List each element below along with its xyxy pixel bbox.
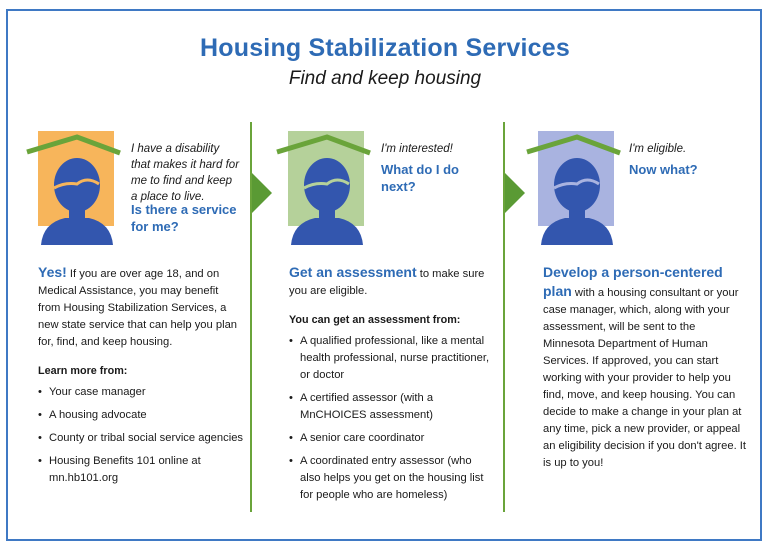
column-2 <box>289 264 494 510</box>
arrow-right-icon <box>505 173 525 213</box>
list-label-2: You can get an assessment from: <box>289 314 461 326</box>
body-2: to make sure you are eligible. <box>289 268 485 297</box>
question-3: Now what? <box>629 162 698 177</box>
question-1: Is there a service for me? <box>131 202 237 234</box>
person-house-icon <box>525 128 625 248</box>
column-1 <box>38 264 243 493</box>
column-3-intro <box>543 264 748 472</box>
list-item: • Housing Benefits 101 online at mn.hb101.org <box>38 453 243 487</box>
page-subtitle: Find and keep housing <box>288 68 482 89</box>
body-3: with a housing consultant or your case manager, which, along with your assessment, will be sent to the Minnesota Department of Human Services. If approved, you can start working with your provider to help you find, move, and keep housing. You can decide to make a change in your plan at any time, pick a new provider, or appeal an eligibility decision if you don't agree. It is up to you! <box>543 287 747 469</box>
quote-1: I have a disability that makes it hard for me to find and keep a place to live. <box>131 143 240 203</box>
list-item: • County or tribal social service agencies <box>38 430 243 447</box>
column-3 <box>543 264 748 472</box>
person-house-icon <box>275 128 375 248</box>
person-house-icon <box>25 128 125 248</box>
column-1-intro <box>38 264 243 351</box>
quote-2: I'm interested! <box>381 143 453 155</box>
quote-3: I'm eligible. <box>629 143 687 155</box>
list-item: • A qualified professional, like a mental health professional, nurse practitioner, or doctor <box>289 333 494 384</box>
lead-3: Develop a person-centered plan <box>543 264 723 299</box>
list-item: • A senior care coordinator <box>289 430 494 447</box>
list-label-1: Learn more from: <box>38 365 128 377</box>
list-item: • A coordinated entry assessor (who also helps you get on the housing list for people who are homeless) <box>289 453 494 504</box>
lead-1: Yes! <box>38 264 67 280</box>
page-title: Housing Stabilization Services <box>200 34 570 62</box>
list-1 <box>38 384 243 487</box>
body-1: If you are over age 18, and on Medical Assistance, you may benefit from Housing Stabilization Services, a new state service that can help you plan for, find, and keep housing. <box>38 268 238 348</box>
list-2 <box>289 333 494 504</box>
lead-2: Get an assessment <box>289 264 417 280</box>
list-item: • A certified assessor (with a MnCHOICES assessment) <box>289 390 494 424</box>
column-2-intro <box>289 264 494 300</box>
arrow-right-icon <box>252 173 272 213</box>
list-item: • A housing advocate <box>38 407 243 424</box>
list-item: • Your case manager <box>38 384 243 401</box>
question-2: What do I do next? <box>381 162 459 194</box>
